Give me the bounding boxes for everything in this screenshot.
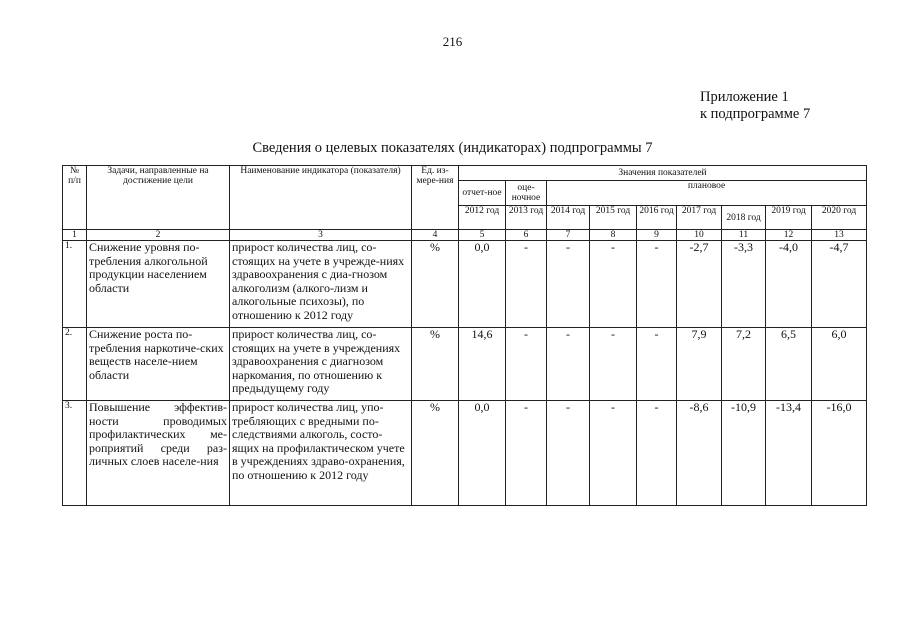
header-no: № п/п	[63, 166, 87, 230]
page-number: 216	[442, 34, 463, 49]
row-value: -	[590, 241, 637, 328]
column-number: 8	[590, 230, 637, 241]
row-number: 1.	[63, 241, 87, 328]
row-value: -	[506, 328, 547, 401]
column-number: 11	[722, 230, 766, 241]
row-value: -	[547, 328, 590, 401]
row-value: -8,6	[677, 401, 722, 506]
column-number: 7	[547, 230, 590, 241]
column-number: 5	[459, 230, 506, 241]
row-unit: %	[412, 401, 459, 506]
column-number: 6	[506, 230, 547, 241]
row-indicator: прирост количества лиц, со-стоящих на учете в учреждениях здравоохранения с диагнозом наркомания, по отношению к предыдущему году	[230, 328, 412, 401]
column-number: 4	[412, 230, 459, 241]
appendix-line-2: к подпрограмме 7	[700, 106, 811, 122]
appendix-line-1: Приложение 1	[700, 89, 789, 105]
column-number: 9	[637, 230, 677, 241]
column-number: 13	[812, 230, 867, 241]
row-value: -	[637, 328, 677, 401]
header-year: 2018 год	[722, 206, 766, 230]
appendix-note	[700, 89, 810, 123]
row-task: Снижение уровня по-требления алкогольной продукции населением области	[87, 241, 230, 328]
header-reported: отчет-ное	[459, 181, 506, 206]
row-value: 6,5	[766, 328, 812, 401]
header-indicator: Наименование индикатора (показателя)	[230, 166, 412, 230]
row-value: 7,9	[677, 328, 722, 401]
row-indicator: прирост количества лиц, со-стоящих на учете в учрежде-ниях здравоохранения с диа-гнозом алкоголизм (алкого-лизм и алкогольные психозы), по отношению к 2012 году	[230, 241, 412, 328]
row-value: -	[506, 401, 547, 506]
header-estimated: оце-ночное	[506, 181, 547, 206]
header-tasks: Задачи, направленные на достижение цели	[87, 166, 230, 230]
row-value: 0,0	[459, 241, 506, 328]
row-value: 7,2	[722, 328, 766, 401]
row-value: -	[590, 401, 637, 506]
header-year: 2015 год	[590, 206, 637, 230]
row-value: -13,4	[766, 401, 812, 506]
header-values: Значения показателей	[459, 166, 867, 181]
column-number: 10	[677, 230, 722, 241]
document-title: Сведения о целевых показателях (индикаторах) подпрограммы 7	[252, 140, 653, 156]
header-year: 2012 год	[459, 206, 506, 230]
table-row	[63, 401, 867, 506]
column-number: 1	[63, 230, 87, 241]
row-value: -	[590, 328, 637, 401]
header-year: 2019 год	[766, 206, 812, 230]
row-value: -16,0	[812, 401, 867, 506]
header-year: 2017 год	[677, 206, 722, 230]
header-planned: плановое	[547, 181, 867, 206]
row-value: -	[637, 241, 677, 328]
column-number: 2	[87, 230, 230, 241]
header-year: 2016 год	[637, 206, 677, 230]
row-value: -4,0	[766, 241, 812, 328]
row-value: -	[547, 241, 590, 328]
row-value: -	[637, 401, 677, 506]
header-year: 2013 год	[506, 206, 547, 230]
row-value: -10,9	[722, 401, 766, 506]
column-number: 3	[230, 230, 412, 241]
header-year: 2020 год	[812, 206, 867, 230]
row-value: -	[506, 241, 547, 328]
row-indicator: прирост количества лиц, упо-требляющих с вредными по-следствиями алкоголь, состо-ящих на профилактическом учете в учреждениях здраво-охранения, по отношению к 2012 году	[230, 401, 412, 506]
row-value: 6,0	[812, 328, 867, 401]
table-row	[63, 328, 867, 401]
column-number-row	[63, 230, 867, 241]
row-value: 14,6	[459, 328, 506, 401]
table-row	[63, 241, 867, 328]
row-task: Повышение эффектив-ности проводимых профилактических ме-роприятий среди раз-личных слоев населе-ния	[87, 401, 230, 506]
row-task: Снижение роста по-требления наркотиче-ских веществ населе-нием области	[87, 328, 230, 401]
row-number: 2.	[63, 328, 87, 401]
row-value: -3,3	[722, 241, 766, 328]
header-unit: Ед. из-мере-ния	[412, 166, 459, 230]
row-value: 0,0	[459, 401, 506, 506]
column-number: 12	[766, 230, 812, 241]
row-number: 3.	[63, 401, 87, 506]
header-year: 2014 год	[547, 206, 590, 230]
row-value: -4,7	[812, 241, 867, 328]
row-unit: %	[412, 328, 459, 401]
row-value: -	[547, 401, 590, 506]
indicators-table	[62, 165, 867, 506]
row-unit: %	[412, 241, 459, 328]
row-value: -2,7	[677, 241, 722, 328]
